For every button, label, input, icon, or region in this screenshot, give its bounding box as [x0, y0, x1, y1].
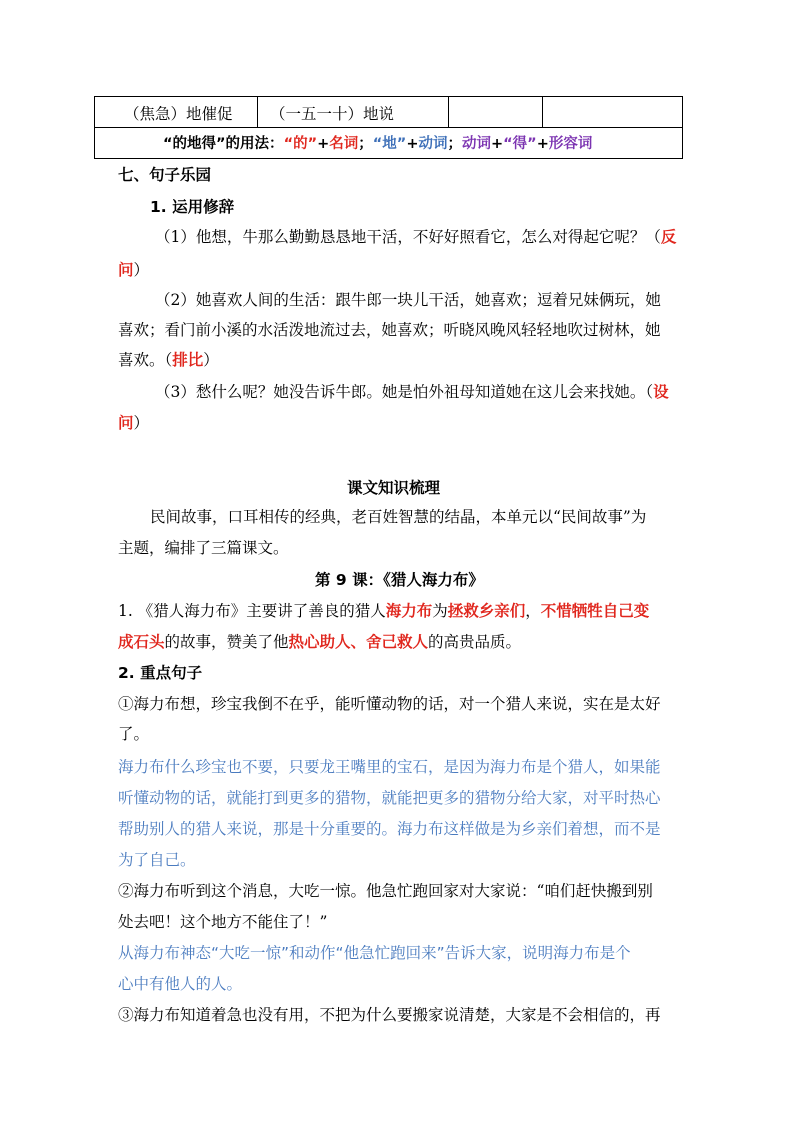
- rhetoric-label: 问: [118, 414, 134, 432]
- table-divider: [257, 97, 258, 127]
- sentence-2-end: [118, 348, 219, 370]
- sentence-2-line: 喜欢；看门前小溪的水活泼地流过去，她喜欢；听晓风晚风轻轻地吹过树林，她: [118, 321, 661, 339]
- analysis-line: 听懂动物的话，就能打到更多的猎物，就能把更多的猎物分给大家，对平时热心: [118, 789, 661, 807]
- usage-noun: 名词: [329, 136, 359, 152]
- intro-line: 民间故事，口耳相传的经典，老百姓智慧的结晶，本单元以“民间故事”为: [150, 508, 647, 526]
- sentence-text: （3）愁什么呢？她没告诉牛郎。她是怕外祖母知道她在这儿会来找她。（: [155, 383, 654, 401]
- sentence-text: ）: [133, 414, 150, 432]
- highlight-text: 不惜牺牲自己变: [540, 602, 650, 620]
- rhetoric-label: 反: [660, 228, 677, 246]
- usage-verb2: 动词: [462, 136, 491, 152]
- sentence-3-cont: [118, 411, 149, 433]
- usage-de3: “得”: [503, 136, 537, 152]
- analysis-line: 心中有他人的人。: [118, 975, 243, 993]
- summary-text: 的故事，赞美了他: [164, 633, 289, 651]
- usage-verb: 动词: [418, 136, 448, 152]
- table-cell: （焦急）地催促: [124, 105, 233, 123]
- usage-plus: +: [536, 136, 549, 152]
- summary-text: 的高贵品质。: [428, 633, 522, 651]
- rhetoric-label: 问: [118, 261, 134, 279]
- analysis-line: 帮助别人的猎人来说，那是十分重要的。海力布这样做是为乡亲们着想，而不是: [118, 820, 661, 838]
- quote-line: 了。: [118, 725, 150, 743]
- rhetoric-label: 排比: [172, 351, 204, 369]
- summary-line: [118, 630, 521, 652]
- usage-de: “的”: [283, 136, 318, 152]
- sentence-3: [155, 380, 669, 402]
- lesson-title: 第 9 课：《猎人海力布》: [315, 571, 484, 589]
- usage-sep: ；: [447, 136, 462, 152]
- usage-sep: ；: [358, 136, 373, 152]
- sentence-text: ）: [133, 261, 150, 279]
- highlight-text: 热心助人、舍己救人: [288, 633, 429, 651]
- highlight-text: 成石头: [118, 633, 165, 651]
- sub-heading: 1. 运用修辞: [150, 198, 235, 216]
- table-divider: [448, 97, 449, 127]
- quote-line: 处去吧！这个地方不能住了！”: [118, 913, 328, 931]
- summary-text: 为: [432, 602, 448, 620]
- usage-plus: +: [406, 136, 419, 152]
- sentence-text: （1）他想，牛那么勤勤恳恳地干活，不好好照看它，怎么对得起它呢？（: [155, 228, 661, 246]
- intro-line: 主题，编排了三篇课文。: [118, 539, 289, 557]
- analysis-line: 海力布什么珍宝也不要，只要龙王嘴里的宝石，是因为海力布是个猎人，如果能: [118, 758, 661, 776]
- section-heading: 七、句子乐园: [118, 166, 212, 184]
- analysis-line: 从海力布神态“大吃一惊”和动作“他急忙跑回来”告诉大家，说明海力布是个: [118, 944, 631, 962]
- sentence-text: ）: [203, 351, 219, 369]
- quote-line: ①海力布想，珍宝我倒不在乎，能听懂动物的话，对一个猎人来说，实在是太好: [118, 695, 661, 713]
- quote-line: ③海力布知道着急也没有用，不把为什么要搬家说清楚，大家是不会相信的，再: [118, 1006, 661, 1024]
- analysis-line: 为了自己。: [118, 851, 196, 869]
- summary-text: 1. 《猎人海力布》主要讲了善良的猎人: [118, 602, 386, 620]
- word-usage-table: [94, 96, 683, 159]
- quote-line: ②海力布听到这个消息，大吃一惊。他急忙跑回家对大家说：“咱们赶快搬到别: [118, 882, 653, 900]
- page-title: 课文知识梳理: [347, 479, 441, 497]
- usage-adj: 形容词: [548, 136, 593, 152]
- usage-plus: +: [491, 136, 504, 152]
- summary-text: ，: [525, 602, 541, 620]
- sentence-2: （2）她喜欢人间的生活：跟牛郎一块儿干活，她喜欢；逗着兄妹俩玩，她: [155, 291, 661, 309]
- sentence-1-cont: [118, 258, 149, 280]
- rhetoric-label: 设: [653, 383, 669, 401]
- sub-heading: 2. 重点句子: [118, 664, 203, 682]
- highlight-text: 拯救乡亲们: [447, 602, 526, 620]
- summary-line: [118, 599, 649, 621]
- highlight-text: 海力布: [385, 602, 433, 620]
- table-divider: [95, 127, 682, 128]
- usage-label: “的地得”的用法：: [163, 136, 284, 152]
- sentence-text: 喜欢。（: [118, 351, 173, 369]
- table-divider: [542, 97, 543, 127]
- sentence-1: [155, 225, 676, 247]
- usage-plus: +: [317, 136, 330, 152]
- table-cell: （一五一十）地说: [270, 105, 395, 123]
- usage-di: “地”: [372, 136, 407, 152]
- de-di-de-usage-row: [163, 132, 592, 153]
